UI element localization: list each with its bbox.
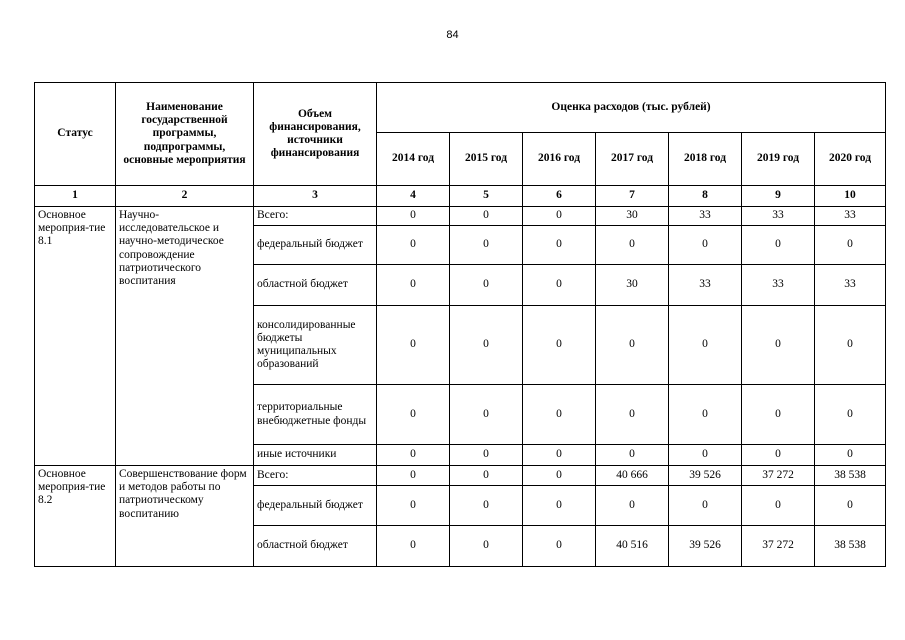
column-number: 1 [35,186,116,207]
value-cell: 37 272 [742,526,815,567]
funding-table [34,82,886,567]
funding-source-cell: областной бюджет [254,265,377,306]
value-cell: 0 [669,385,742,445]
funding-source-cell: консолидированные бюджеты муниципальных образований [254,306,377,385]
value-cell: 0 [815,226,886,265]
value-cell: 0 [669,226,742,265]
value-cell: 0 [523,226,596,265]
header-year: 2018 год [669,133,742,186]
funding-source-cell: территориальные внебюджетные фонды [254,385,377,445]
value-cell: 33 [742,207,815,226]
funding-source-cell: иные источники [254,445,377,466]
value-cell: 0 [523,306,596,385]
value-cell: 0 [815,445,886,466]
value-cell: 0 [377,207,450,226]
value-cell: 0 [596,486,669,526]
value-cell: 40 666 [596,466,669,486]
value-cell: 0 [815,306,886,385]
value-cell: 0 [450,445,523,466]
value-cell: 0 [596,306,669,385]
value-cell: 0 [523,486,596,526]
value-cell: 30 [596,265,669,306]
value-cell: 0 [377,486,450,526]
funding-source-cell: федеральный бюджет [254,226,377,265]
funding-source-cell: федеральный бюджет [254,486,377,526]
column-number: 2 [116,186,254,207]
value-cell: 33 [815,207,886,226]
header-volume: Объем финансирования, источники финансирования [254,83,377,186]
column-number: 9 [742,186,815,207]
column-number: 5 [450,186,523,207]
value-cell: 0 [523,385,596,445]
column-number: 8 [669,186,742,207]
value-cell: 0 [596,385,669,445]
header-estimate: Оценка расходов (тыс. рублей) [377,83,886,133]
value-cell: 38 538 [815,526,886,567]
header-name: Наименование государственной программы, подпрограммы, основные мероприятия [116,83,254,186]
header-year: 2014 год [377,133,450,186]
header-year: 2015 год [450,133,523,186]
value-cell: 33 [742,265,815,306]
header-year: 2017 год [596,133,669,186]
value-cell: 0 [523,445,596,466]
funding-source-cell: Всего: [254,207,377,226]
value-cell: 0 [377,385,450,445]
value-cell: 0 [377,306,450,385]
value-cell: 30 [596,207,669,226]
value-cell: 0 [450,466,523,486]
value-cell: 0 [815,385,886,445]
status-cell: Основное мероприя-тие 8.2 [35,466,116,567]
column-number: 7 [596,186,669,207]
value-cell: 0 [450,207,523,226]
value-cell: 33 [815,265,886,306]
header-year: 2016 год [523,133,596,186]
value-cell: 33 [669,207,742,226]
value-cell: 39 526 [669,526,742,567]
column-number: 4 [377,186,450,207]
value-cell: 0 [742,486,815,526]
value-cell: 0 [450,265,523,306]
header-year: 2019 год [742,133,815,186]
value-cell: 37 272 [742,466,815,486]
value-cell: 0 [377,466,450,486]
header-year: 2020 год [815,133,886,186]
value-cell: 39 526 [669,466,742,486]
value-cell: 0 [450,306,523,385]
column-number: 10 [815,186,886,207]
value-cell: 0 [742,445,815,466]
value-cell: 40 516 [596,526,669,567]
value-cell: 0 [450,385,523,445]
value-cell: 0 [523,207,596,226]
value-cell: 0 [450,486,523,526]
value-cell: 0 [523,265,596,306]
status-cell: Основное мероприя-тие 8.1 [35,207,116,466]
value-cell: 0 [742,306,815,385]
value-cell: 0 [377,445,450,466]
table-row [35,466,886,486]
header-status: Статус [35,83,116,186]
value-cell: 0 [596,226,669,265]
value-cell: 0 [669,486,742,526]
activity-name-cell: Научно-исследовательское и научно-методическое сопровождение патриотического воспитания [116,207,254,466]
value-cell: 0 [669,306,742,385]
value-cell: 0 [815,486,886,526]
value-cell: 38 538 [815,466,886,486]
funding-source-cell: Всего: [254,466,377,486]
value-cell: 0 [669,445,742,466]
funding-source-cell: областной бюджет [254,526,377,567]
value-cell: 0 [450,226,523,265]
column-number: 6 [523,186,596,207]
value-cell: 0 [742,385,815,445]
activity-name-cell: Совершенствование форм и методов работы по патриотическому воспитанию [116,466,254,567]
value-cell: 0 [596,445,669,466]
value-cell: 0 [450,526,523,567]
value-cell: 33 [669,265,742,306]
value-cell: 0 [523,466,596,486]
value-cell: 0 [377,226,450,265]
table-row [35,207,886,226]
value-cell: 0 [742,226,815,265]
value-cell: 0 [377,526,450,567]
page-number: 84 [446,29,459,41]
value-cell: 0 [523,526,596,567]
column-number: 3 [254,186,377,207]
value-cell: 0 [377,265,450,306]
